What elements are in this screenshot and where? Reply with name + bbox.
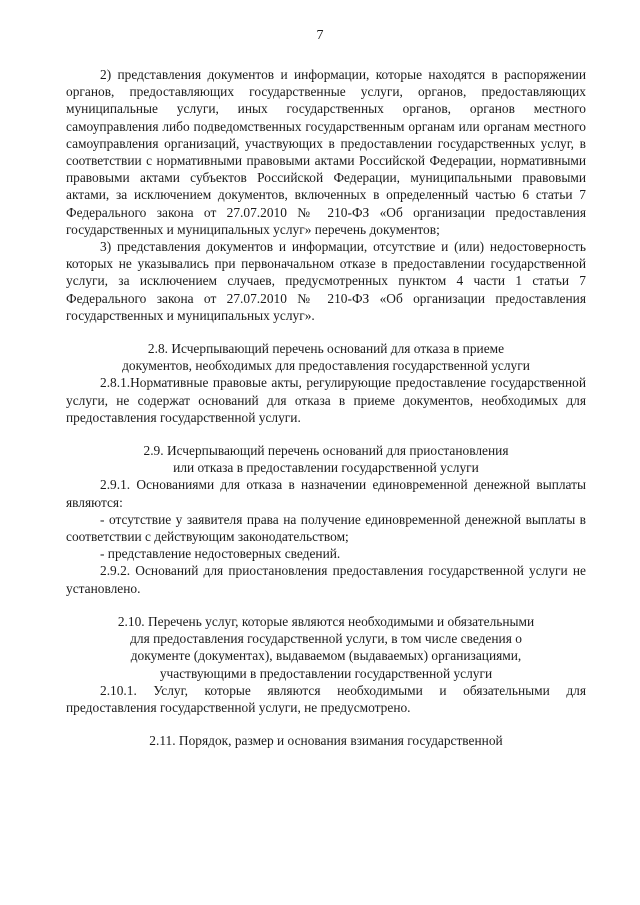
paragraph-item-2: 2) представления документов и информации, которые находятся в распоряжении органов, предоставляющих государственные услуги, органов, предоставляющих муниципальные услуги, иных государственных органов, органов местного самоуправления либо подведомственных государственным органам или органам местного самоуправления организаций, участвующих в предоставлении государственных услуг, в соответствии с нормативными правовыми актами Российской Федерации, нормативными правовыми актами субъектов Российской Федерации, муниципальными правовыми актами, за исключением документов, включенных в определенный частью 6 статьи 7 Федерального закона от 27.07.2010 № 210-ФЗ «Об организации предоставления государственных и муниципальных услуг» перечень документов;	[66, 67, 586, 237]
section-heading-2-9	[66, 442, 586, 476]
paragraph-2-9-2: 2.9.2. Оснований для приостановления предоставления государственной услуги не установлено.	[66, 563, 586, 596]
section-heading-2-9-line-2: или отказа в предоставлении государственной услуги	[173, 460, 479, 476]
paragraph-2-9-1-item-b: - представление недостоверных сведений.	[100, 546, 341, 562]
paragraph-2-9-1: 2.9.1. Основаниями для отказа в назначении единовременной денежной выплаты являются:	[66, 477, 586, 510]
section-heading-2-10: 2.10. Перечень услуг, которые являются необходимыми и обязательными для предоставления государственной услуги, в том числе сведения о документе (документах), выдаваемом (выдаваемых) организациями, участвующими в предоставлении государственной услуги	[117, 613, 535, 681]
section-heading-2-9-line-1: 2.9. Исчерпывающий перечень оснований для приостановления	[143, 443, 509, 459]
paragraph-2-8-1: 2.8.1.Нормативные правовые акты, регулирующие предоставление государственной услуги, не содержат оснований для отказа в приеме документов, необходимых для предоставления государственной услуги.	[66, 375, 586, 425]
paragraph-2-10-1: 2.10.1. Услуг, которые являются необходимыми и обязательными для предоставления государственной услуги, не предусмотрено.	[66, 682, 586, 715]
section-heading-2-11: 2.11. Порядок, размер и основания взимания государственной	[149, 733, 503, 749]
section-heading-2-8: 2.8. Исчерпывающий перечень оснований для отказа в приеме документов, необходимых для предоставления государственной услуги	[122, 341, 530, 374]
document-body	[66, 66, 586, 749]
paragraph-item-3: 3) представления документов и информации, отсутствие и (или) недостоверность которых не указывались при первоначальном отказе в предоставлении государственной услуги, за исключением случаев, предусмотренных пунктом 4 части 1 статьи 7 Федерального закона от 27.07.2010 № 210-ФЗ «Об организации предоставления государственных и муниципальных услуг».	[66, 239, 586, 323]
page-number: 7	[316, 28, 324, 43]
paragraph-2-9-1-item-a: - отсутствие у заявителя права на получение единовременной денежной выплаты в соответствии с действующим законодательством;	[66, 511, 586, 545]
